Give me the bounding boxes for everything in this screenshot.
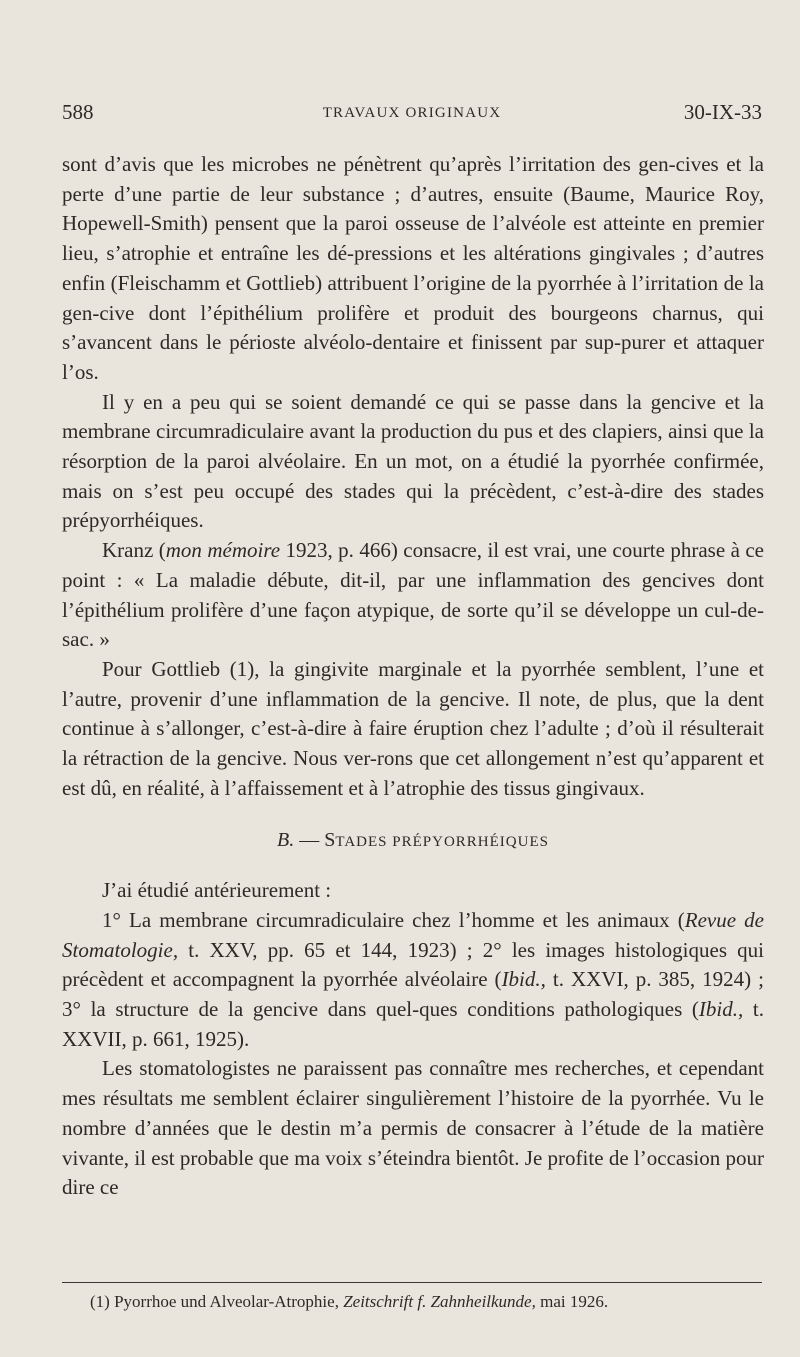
footnote-date: mai 1926. (535, 1292, 609, 1311)
footnote-marker: (1) (90, 1292, 115, 1311)
issue-date: 30-IX-33 (683, 100, 762, 124)
section-dash: — (294, 829, 325, 852)
footnote-journal: Zeitschrift f. Zahnheilkunde, (343, 1292, 536, 1311)
footnote-text: Pyorrhoe und Alveolar-Atrophie, (114, 1292, 344, 1311)
studies-text-3: t. XXVI, p. 385, 1924) ; 3° la structure de la gencive dans quel-ques conditions pathologiques ( (62, 967, 764, 1021)
section-title-initial: S (324, 829, 336, 852)
page-number: 588 (62, 100, 94, 124)
paragraph-studied-intro: J’ai étudié antérieurement : (102, 878, 332, 903)
studies-text-4: t. XXVII, p. 661, 1925). (62, 996, 764, 1051)
studies-ref-1: Revue de Stomatologie, (62, 907, 764, 962)
paragraph-gottlieb: Pour Gottlieb (1), la gingivite marginale et la pyorrhée semblent, l’une et l’autre, provenir d’une inflammation de la gencive. Il note, de plus, que la dent continue à s’allonger, c’est-à-dire à faire éruption chez l’adulte ; d’où il résulterait la rétraction de la gencive. Nous ver-rons que cet allongement n’est qu’apparent et est dû, en réalité, à l’affaissement et à l’atrophie des tissus gingivaux. (62, 656, 764, 800)
paragraph-studies-list (62, 906, 764, 1055)
running-header (62, 100, 762, 134)
paragraph-kranz (62, 536, 764, 655)
footnote-rule (62, 1282, 762, 1283)
section-heading (62, 826, 764, 858)
studies-text-1: 1° La membrane circumradiculaire chez l’homme et les animaux ( (102, 907, 685, 932)
section-title: TADES PRÉPYORRHÉIQUES (335, 834, 549, 851)
body-text (62, 150, 764, 1203)
studies-ref-3: Ibid., (698, 996, 744, 1021)
paragraph-continuation: sont d’avis que les microbes ne pénètrent qu’après l’irritation des gen-cives et la perte d’une partie de leur substance ; d’autres, ensuite (Baume, Maurice Roy, Hopewell-Smith) pensent que la paroi osseuse de l’alvéole est atteinte en premier lieu, s’atrophie et entraîne les dé-pressions et les altérations gingivales ; d’autres enfin (Fleischamm et Gottlieb) attribuent l’origine de la pyorrhée à l’irritation de la gen-cive dont l’épithélium prolifère et produit des bourgeons charnus, qui s’avancent dans le périoste alvéolo-dentaire et finissent par sup-purer et attaquer l’os. (62, 152, 764, 384)
footnote (90, 1292, 770, 1312)
paragraph-stomatologists: Les stomatologistes ne paraissent pas connaître mes recherches, et cependant mes résultats me semblent éclairer singulièrement l’histoire de la pyorrhée. Vu le nombre d’années que le destin m’a permis de consacrer à l’étude de la matière vivante, il est probable que ma voix s’éteindra bientôt. Je profite de l’occasion pour dire ce (62, 1056, 764, 1200)
section-letter: B. (277, 829, 295, 852)
studies-text-2: t. XXV, pp. 65 et 144, 1923) ; 2° les images histologiques qui précèdent et accompagnent la pyorrhée alvéolaire ( (62, 937, 764, 992)
studies-ref-2: Ibid., (501, 967, 546, 992)
kranz-reference: mon mémoire (165, 538, 281, 563)
kranz-text: 1923, p. 466) consacre, il est vrai, une courte phrase à ce point : « La maladie débute, dit-il, par une inflammation des gencives dont l’épithélium prolifère d’une façon atypique, de sorte qu’il se développe un cul-de-sac. » (62, 538, 764, 652)
kranz-name: Kranz ( (102, 538, 166, 563)
paragraph-few-asked: Il y en a peu qui se soient demandé ce qui se passe dans la gencive et la membrane circumradiculaire avant la production du pus et des clapiers, ainsi que la résorption de la paroi alvéolaire. En un mot, on a étudié la pyorrhée confirmée, mais on s’est peu occupé des stades qui la précèdent, c’est-à-dire des stades prépyorrhéiques. (62, 389, 764, 533)
running-title: TRAVAUX ORIGINAUX (322, 105, 502, 121)
